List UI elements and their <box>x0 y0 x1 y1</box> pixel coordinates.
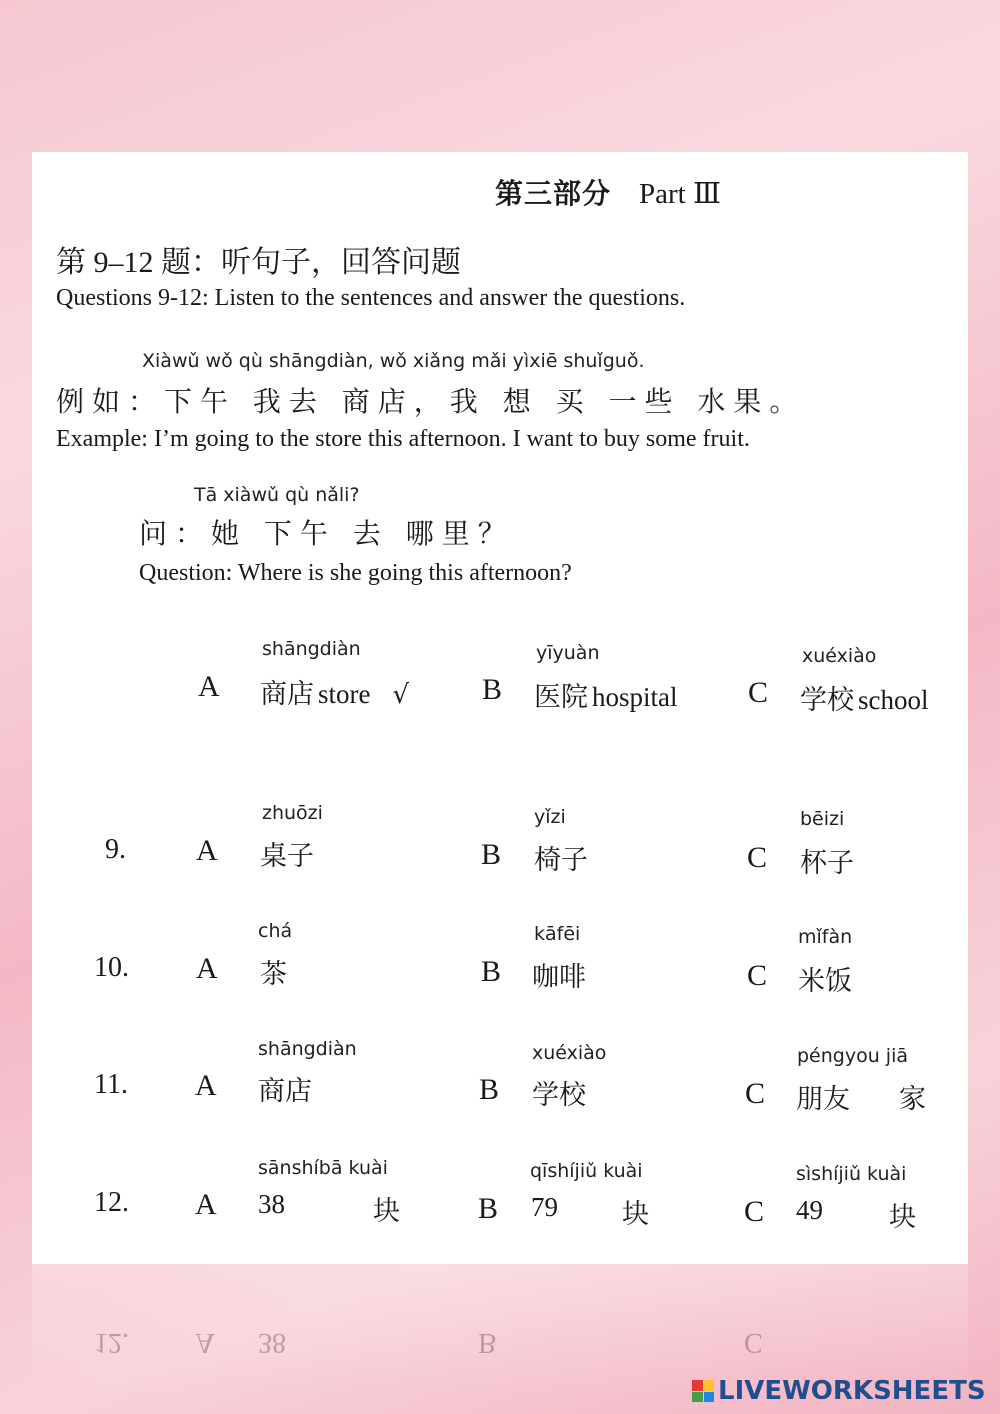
question-11-option-c[interactable] <box>796 1077 926 1116</box>
option-letter: A <box>195 1188 217 1221</box>
option-pinyin: yīyuàn <box>536 642 600 664</box>
part-title-cn: 第三部分 <box>495 177 612 210</box>
reflection-letter: B <box>478 1327 497 1358</box>
option-pinyin: xuéxiào <box>802 645 877 667</box>
question-number: 11. <box>94 1069 128 1100</box>
option-en: school <box>858 685 929 715</box>
option-value: 79 <box>531 1192 558 1222</box>
example-question-en: Question: Where is she going this afternoon? <box>139 560 572 586</box>
reflection-number: 12. <box>94 1327 129 1358</box>
option-letter: C <box>745 1077 766 1110</box>
question-11-option-a[interactable]: 商店 <box>258 1076 312 1107</box>
question-10-option-b[interactable]: 咖啡 <box>532 962 586 993</box>
example-option-a[interactable] <box>260 672 409 711</box>
option-unit: 块 <box>889 1202 916 1233</box>
option-pinyin: péngyou jiā <box>797 1045 909 1067</box>
logo-icon <box>692 1380 714 1402</box>
option-pinyin: chá <box>258 920 293 942</box>
option-letter: C <box>747 959 768 992</box>
part-title-en: Part Ⅲ <box>639 178 721 210</box>
instructions-en: Questions 9-12: Listen to the sentences and answer the questions. <box>56 285 686 311</box>
example-option-b[interactable] <box>534 675 678 714</box>
option-letter: B <box>478 1192 499 1225</box>
question-10-option-a[interactable]: 茶 <box>260 959 287 990</box>
question-number: 12. <box>94 1187 129 1218</box>
question-9-option-b[interactable]: 椅子 <box>534 845 588 876</box>
checkmark-icon: √ <box>392 680 410 710</box>
question-10-option-c[interactable]: 米饭 <box>798 966 852 997</box>
option-letter: B <box>481 838 502 871</box>
option-unit: 块 <box>622 1199 649 1230</box>
part-title <box>495 172 721 212</box>
option-pinyin: xuéxiào <box>532 1042 607 1064</box>
option-letter: C <box>744 1195 765 1228</box>
example-pinyin: Xiàwǔ wǒ qù shāngdiàn, wǒ xiǎng mǎi yìxiē shuǐguǒ. <box>142 350 645 372</box>
option-letter: A <box>196 952 218 985</box>
option-pinyin: bēizi <box>800 808 845 830</box>
reflection-content <box>32 1264 968 1394</box>
example-sentence-cn: 例如：下午 我去 商店，我 想 买 一些 水果。 <box>56 385 806 418</box>
question-11-option-b[interactable]: 学校 <box>532 1080 586 1111</box>
example-option-c[interactable] <box>800 678 929 717</box>
option-letter: C <box>748 676 769 709</box>
worksheet-page <box>32 152 968 1264</box>
option-letter: A <box>196 834 218 867</box>
question-12-option-b[interactable] <box>531 1192 649 1230</box>
reflection-value: 38 <box>258 1327 286 1358</box>
option-pinyin: sìshíjiǔ kuài <box>796 1163 907 1185</box>
option-pinyin: zhuōzi <box>262 802 323 824</box>
option-cn: 学校 <box>800 685 854 716</box>
question-12-option-a[interactable] <box>258 1189 400 1227</box>
option-letter: B <box>481 955 502 988</box>
option-cn: 商店 <box>260 679 314 710</box>
example-question-cn: 问：她 下午 去 哪里？ <box>139 517 514 550</box>
option-letter: C <box>747 841 768 874</box>
question-number: 10. <box>94 952 129 983</box>
option-letter: B <box>479 1073 500 1106</box>
option-pinyin: mǐfàn <box>798 926 853 948</box>
option-pinyin: qīshíjiǔ kuài <box>530 1160 643 1182</box>
option-pinyin: yǐzi <box>534 806 566 828</box>
option-value: 49 <box>796 1195 823 1225</box>
example-sentence-en: Example: I’m going to the store this afternoon. I want to buy some fruit. <box>56 426 750 452</box>
brand-name: LIVEWORKSHEETS <box>718 1376 986 1406</box>
question-12-option-c[interactable] <box>796 1195 916 1233</box>
page-reflection <box>32 1264 968 1394</box>
option-unit: 块 <box>373 1196 400 1227</box>
option-pinyin: kāfēi <box>534 923 581 945</box>
option-cn: 医院 <box>534 682 588 713</box>
option-en: store <box>318 679 371 709</box>
liveworksheets-logo <box>692 1376 986 1406</box>
example-question-pinyin: Tā xiàwǔ qù nǎli? <box>194 484 360 506</box>
option-letter: A <box>198 670 220 703</box>
reflection-letter: A <box>195 1327 216 1358</box>
option-value: 38 <box>258 1189 285 1219</box>
question-9-option-a[interactable]: 桌子 <box>260 841 314 872</box>
option-cn: 家 <box>899 1084 926 1115</box>
instructions-cn: 第 9–12 题：听句子，回答问题 <box>56 246 461 279</box>
question-number: 9. <box>105 834 126 865</box>
question-9-option-c[interactable]: 杯子 <box>800 848 854 879</box>
option-pinyin: shāngdiàn <box>262 638 361 660</box>
option-pinyin: sānshíbā kuài <box>258 1157 388 1179</box>
option-pinyin: shāngdiàn <box>258 1038 357 1060</box>
option-letter: B <box>482 673 503 706</box>
reflection-letter: C <box>744 1327 763 1358</box>
option-cn: 朋友 <box>796 1084 850 1115</box>
option-en: hospital <box>592 682 678 712</box>
option-letter: A <box>195 1069 217 1102</box>
